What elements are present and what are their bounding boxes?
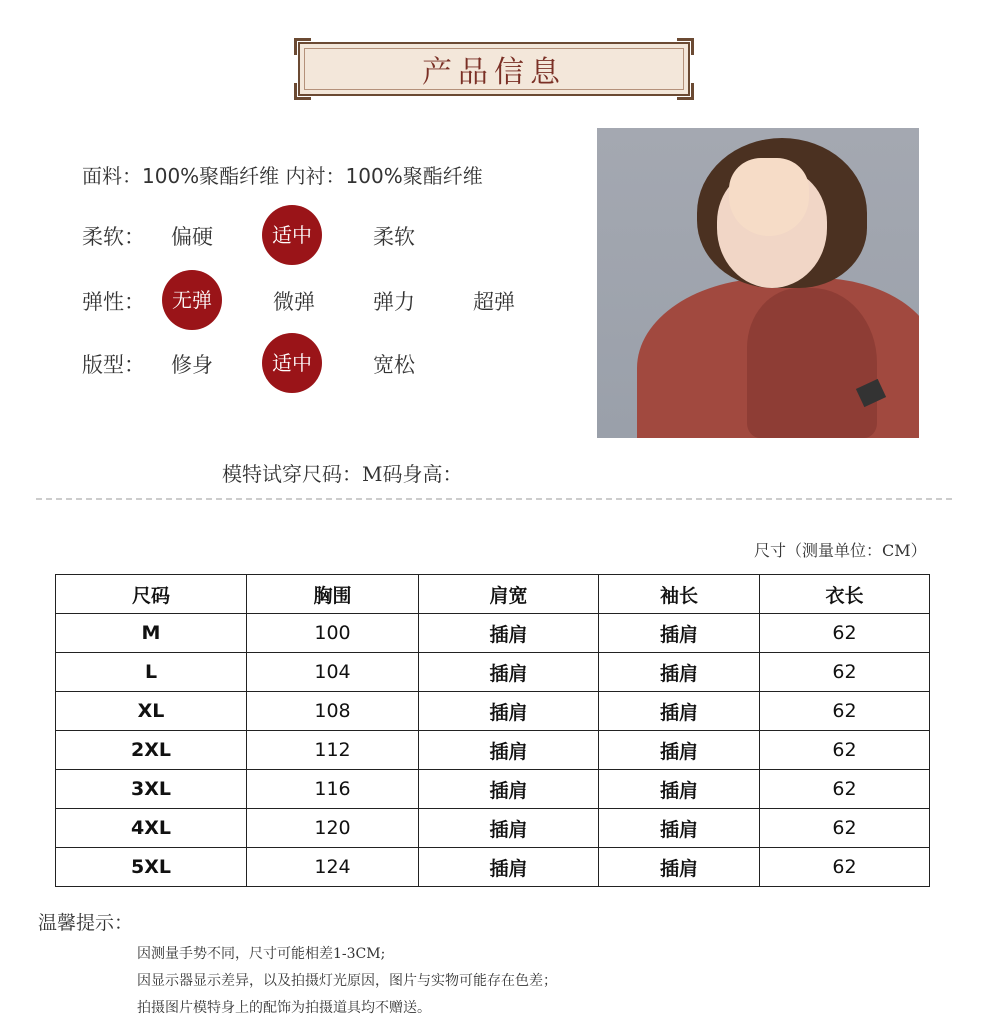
tip-line: 拍摄图片模特身上的配饰为拍摄道具均不赠送。	[137, 1000, 431, 1016]
cell-shoulder: 插肩	[419, 653, 599, 692]
option-medium-selected: 适中	[262, 205, 322, 265]
tip-line: 因显示器显示差异，以及拍摄灯光原因，图片与实物可能存在色差；	[137, 973, 557, 989]
cell-shoulder: 插肩	[419, 809, 599, 848]
option-regular-selected: 适中	[262, 333, 322, 393]
tips-title: 温馨提示：	[38, 912, 134, 934]
banner-corner-ornament	[294, 83, 311, 100]
face-cover-heart	[729, 158, 809, 236]
attr-row-elasticity	[82, 270, 562, 330]
cell-shoulder: 插肩	[419, 731, 599, 770]
attr-label-softness: 柔软：	[82, 225, 145, 249]
product-photo	[597, 128, 919, 438]
cell-sleeve: 插肩	[599, 731, 760, 770]
option-loose: 宽松	[373, 353, 415, 377]
option-super-stretch: 超弹	[473, 290, 515, 314]
option-slim: 修身	[171, 353, 213, 377]
banner-corner-ornament	[677, 38, 694, 55]
cell-chest: 100	[247, 614, 419, 653]
fabric-info: 面料：100%聚酯纤维 内衬：100%聚酯纤维	[82, 164, 483, 188]
model-size-note: 模特试穿尺码：M码身高：	[222, 462, 463, 486]
cell-size: XL	[56, 692, 247, 731]
tip-line: 因测量手势不同，尺寸可能相差1-3CM;	[137, 946, 386, 962]
table-row	[56, 770, 930, 809]
cell-shoulder: 插肩	[419, 770, 599, 809]
cell-shoulder: 插肩	[419, 848, 599, 887]
cell-length: 62	[760, 731, 930, 770]
cell-chest: 120	[247, 809, 419, 848]
section-divider	[36, 498, 952, 500]
banner-corner-ornament	[294, 38, 311, 55]
cell-size: 2XL	[56, 731, 247, 770]
banner-corner-ornament	[677, 83, 694, 100]
header-size: 尺码	[56, 575, 247, 614]
cell-size: 3XL	[56, 770, 247, 809]
title-banner	[298, 42, 690, 96]
cell-chest: 108	[247, 692, 419, 731]
table-row	[56, 809, 930, 848]
option-stretch: 弹力	[373, 290, 415, 314]
cell-sleeve: 插肩	[599, 692, 760, 731]
cell-chest: 116	[247, 770, 419, 809]
cell-sleeve: 插肩	[599, 770, 760, 809]
option-hard: 偏硬	[171, 225, 213, 249]
cell-length: 62	[760, 770, 930, 809]
table-row	[56, 731, 930, 770]
cell-sleeve: 插肩	[599, 614, 760, 653]
option-soft: 柔软	[373, 225, 415, 249]
cell-length: 62	[760, 614, 930, 653]
unit-note: 尺寸（测量单位：CM）	[754, 541, 927, 560]
table-row	[56, 614, 930, 653]
cell-size: 5XL	[56, 848, 247, 887]
cell-sleeve: 插肩	[599, 848, 760, 887]
cell-shoulder: 插肩	[419, 692, 599, 731]
attr-row-softness	[82, 205, 562, 265]
cell-sleeve: 插肩	[599, 809, 760, 848]
cell-length: 62	[760, 809, 930, 848]
page-title: 产品信息	[422, 55, 566, 90]
attr-row-fit	[82, 333, 562, 393]
cell-chest: 104	[247, 653, 419, 692]
attr-label-elasticity: 弹性：	[82, 290, 145, 314]
header-chest: 胸围	[247, 575, 419, 614]
cell-size: M	[56, 614, 247, 653]
cell-length: 62	[760, 692, 930, 731]
table-row	[56, 848, 930, 887]
cell-length: 62	[760, 653, 930, 692]
option-no-stretch-selected: 无弹	[162, 270, 222, 330]
cell-shoulder: 插肩	[419, 614, 599, 653]
header-shoulder: 肩宽	[419, 575, 599, 614]
attr-label-fit: 版型：	[82, 353, 145, 377]
header-sleeve: 袖长	[599, 575, 760, 614]
cell-chest: 124	[247, 848, 419, 887]
table-row	[56, 653, 930, 692]
cell-sleeve: 插肩	[599, 653, 760, 692]
size-table	[55, 574, 930, 887]
table-row	[56, 692, 930, 731]
header-length: 衣长	[760, 575, 930, 614]
cell-chest: 112	[247, 731, 419, 770]
hood-shape	[747, 288, 877, 438]
cell-length: 62	[760, 848, 930, 887]
table-header-row	[56, 575, 930, 614]
cell-size: L	[56, 653, 247, 692]
cell-size: 4XL	[56, 809, 247, 848]
option-slight-stretch: 微弹	[273, 290, 315, 314]
